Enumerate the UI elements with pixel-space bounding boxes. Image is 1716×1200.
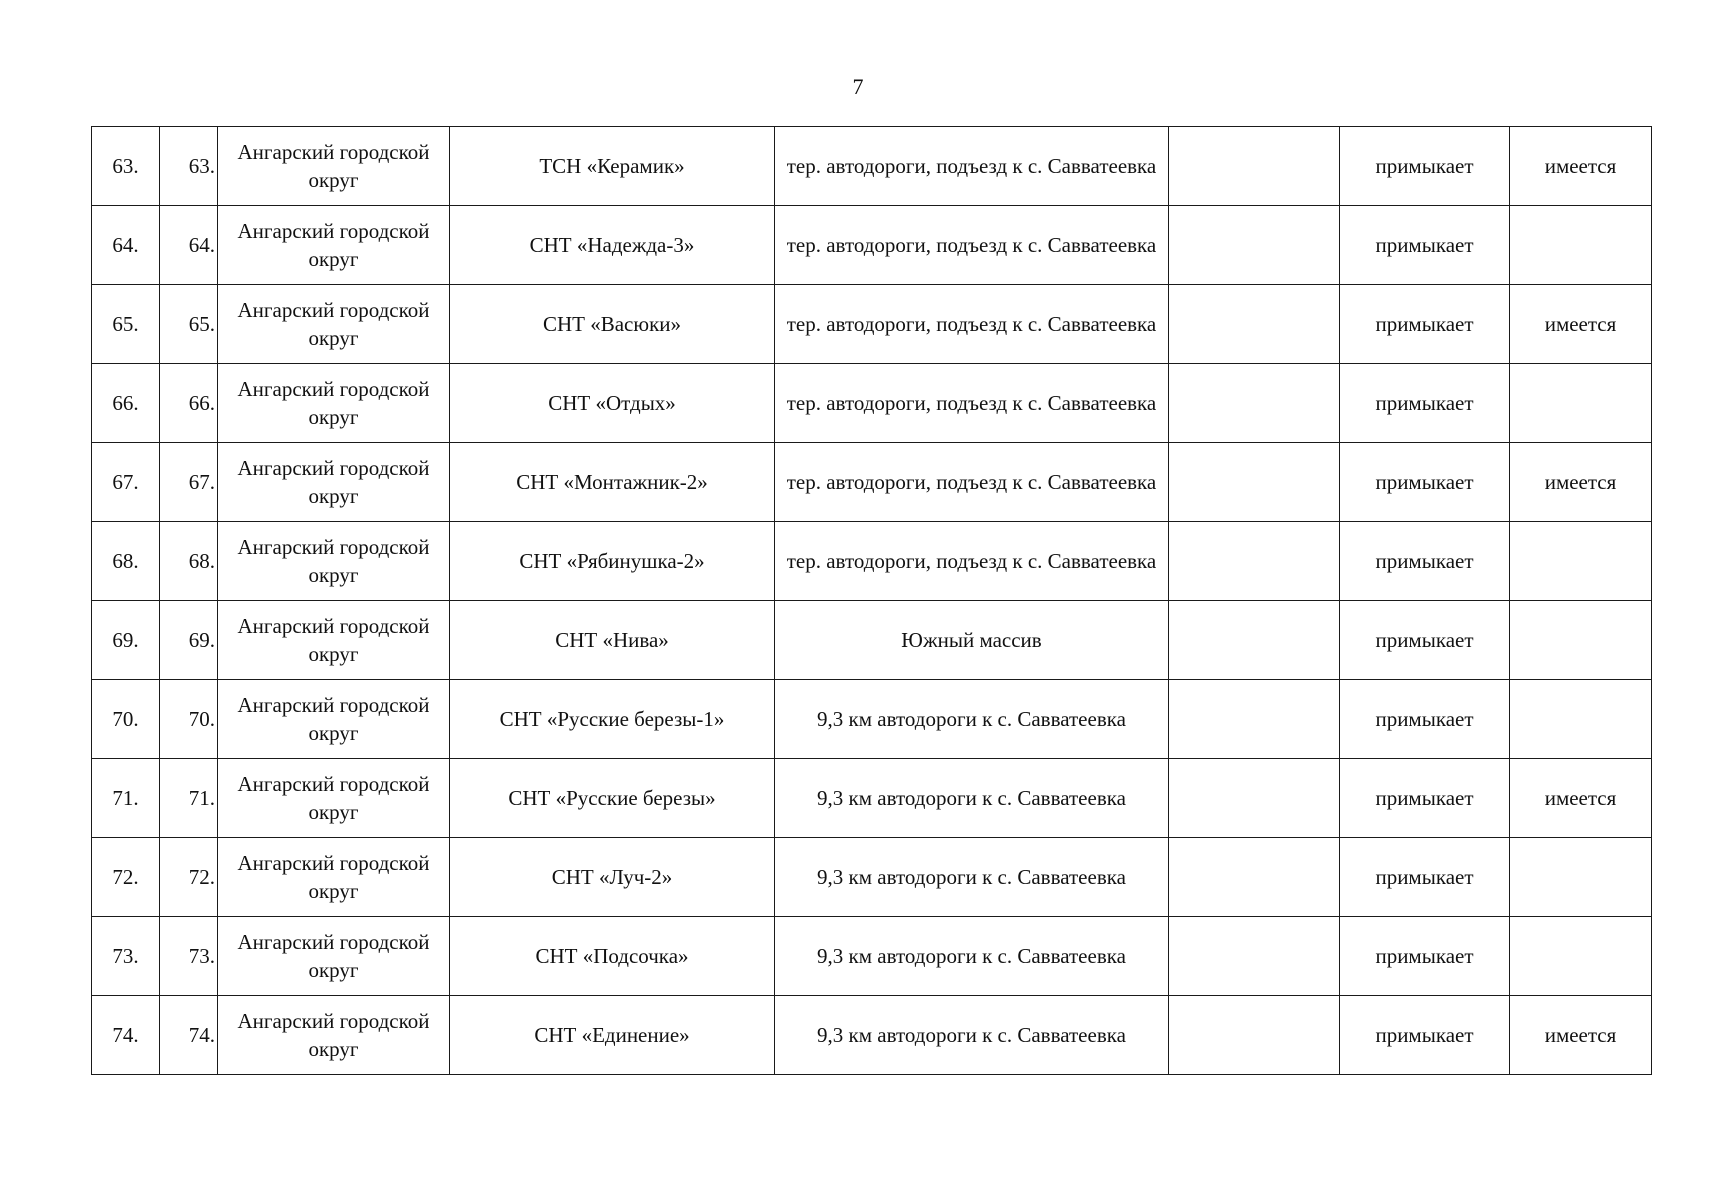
district-cell: Ангарский городской округ bbox=[218, 443, 450, 522]
district-cell: Ангарский городской округ bbox=[218, 917, 450, 996]
organization-name-cell: СНТ «Русские березы» bbox=[450, 759, 775, 838]
table-row bbox=[92, 838, 1652, 917]
district-cell: Ангарский городской округ bbox=[218, 601, 450, 680]
organization-name-cell: СНТ «Луч-2» bbox=[450, 838, 775, 917]
adjacency-cell: примыкает bbox=[1340, 364, 1510, 443]
organization-name-cell: ТСН «Керамик» bbox=[450, 127, 775, 206]
district-cell: Ангарский городской округ bbox=[218, 522, 450, 601]
settlements-table bbox=[91, 126, 1652, 1075]
registry-number-cell: 67. bbox=[160, 443, 218, 522]
district-cell: Ангарский городской округ bbox=[218, 680, 450, 759]
district-cell: Ангарский городской округ bbox=[218, 206, 450, 285]
district-cell: Ангарский городской округ bbox=[218, 759, 450, 838]
table-row bbox=[92, 127, 1652, 206]
organization-name-cell: СНТ «Русские березы-1» bbox=[450, 680, 775, 759]
status-cell: имеется bbox=[1510, 443, 1652, 522]
row-number-cell: 68. bbox=[92, 522, 160, 601]
adjacency-cell: примыкает bbox=[1340, 838, 1510, 917]
status-cell bbox=[1510, 680, 1652, 759]
location-cell: 9,3 км автодороги к с. Савватеевка bbox=[775, 680, 1169, 759]
status-cell: имеется bbox=[1510, 996, 1652, 1075]
table-row bbox=[92, 917, 1652, 996]
table-row bbox=[92, 522, 1652, 601]
location-cell: тер. автодороги, подъезд к с. Савватеевка bbox=[775, 443, 1169, 522]
adjacency-cell: примыкает bbox=[1340, 601, 1510, 680]
registry-number-cell: 68. bbox=[160, 522, 218, 601]
district-cell: Ангарский городской округ bbox=[218, 285, 450, 364]
empty-cell bbox=[1169, 996, 1340, 1075]
table-row bbox=[92, 206, 1652, 285]
status-cell: имеется bbox=[1510, 127, 1652, 206]
status-cell: имеется bbox=[1510, 759, 1652, 838]
registry-number-cell: 70. bbox=[160, 680, 218, 759]
location-cell: тер. автодороги, подъезд к с. Савватеевка bbox=[775, 127, 1169, 206]
location-cell: тер. автодороги, подъезд к с. Савватеевка bbox=[775, 364, 1169, 443]
organization-name-cell: СНТ «Надежда-3» bbox=[450, 206, 775, 285]
status-cell bbox=[1510, 601, 1652, 680]
table-row bbox=[92, 996, 1652, 1075]
location-cell: Южный массив bbox=[775, 601, 1169, 680]
location-cell: тер. автодороги, подъезд к с. Савватеевка bbox=[775, 206, 1169, 285]
district-cell: Ангарский городской округ bbox=[218, 364, 450, 443]
table-body bbox=[92, 127, 1652, 1075]
row-number-cell: 72. bbox=[92, 838, 160, 917]
location-cell: 9,3 км автодороги к с. Савватеевка bbox=[775, 917, 1169, 996]
empty-cell bbox=[1169, 127, 1340, 206]
registry-number-cell: 74. bbox=[160, 996, 218, 1075]
empty-cell bbox=[1169, 759, 1340, 838]
organization-name-cell: СНТ «Васюки» bbox=[450, 285, 775, 364]
location-cell: тер. автодороги, подъезд к с. Савватеевка bbox=[775, 522, 1169, 601]
empty-cell bbox=[1169, 443, 1340, 522]
row-number-cell: 73. bbox=[92, 917, 160, 996]
organization-name-cell: СНТ «Нива» bbox=[450, 601, 775, 680]
table-row bbox=[92, 680, 1652, 759]
district-cell: Ангарский городской округ bbox=[218, 838, 450, 917]
registry-number-cell: 72. bbox=[160, 838, 218, 917]
empty-cell bbox=[1169, 680, 1340, 759]
registry-number-cell: 63. bbox=[160, 127, 218, 206]
status-cell bbox=[1510, 838, 1652, 917]
registry-number-cell: 66. bbox=[160, 364, 218, 443]
row-number-cell: 64. bbox=[92, 206, 160, 285]
status-cell bbox=[1510, 522, 1652, 601]
status-cell: имеется bbox=[1510, 285, 1652, 364]
adjacency-cell: примыкает bbox=[1340, 285, 1510, 364]
empty-cell bbox=[1169, 917, 1340, 996]
row-number-cell: 67. bbox=[92, 443, 160, 522]
adjacency-cell: примыкает bbox=[1340, 996, 1510, 1075]
row-number-cell: 71. bbox=[92, 759, 160, 838]
adjacency-cell: примыкает bbox=[1340, 917, 1510, 996]
adjacency-cell: примыкает bbox=[1340, 206, 1510, 285]
adjacency-cell: примыкает bbox=[1340, 127, 1510, 206]
location-cell: 9,3 км автодороги к с. Савватеевка bbox=[775, 838, 1169, 917]
district-cell: Ангарский городской округ bbox=[218, 127, 450, 206]
empty-cell bbox=[1169, 838, 1340, 917]
adjacency-cell: примыкает bbox=[1340, 759, 1510, 838]
organization-name-cell: СНТ «Единение» bbox=[450, 996, 775, 1075]
registry-number-cell: 65. bbox=[160, 285, 218, 364]
empty-cell bbox=[1169, 206, 1340, 285]
district-cell: Ангарский городской округ bbox=[218, 996, 450, 1075]
table-row bbox=[92, 364, 1652, 443]
row-number-cell: 69. bbox=[92, 601, 160, 680]
page-number: 7 bbox=[852, 74, 864, 99]
row-number-cell: 66. bbox=[92, 364, 160, 443]
adjacency-cell: примыкает bbox=[1340, 522, 1510, 601]
location-cell: тер. автодороги, подъезд к с. Савватеевка bbox=[775, 285, 1169, 364]
row-number-cell: 74. bbox=[92, 996, 160, 1075]
registry-number-cell: 69. bbox=[160, 601, 218, 680]
registry-number-cell: 71. bbox=[160, 759, 218, 838]
empty-cell bbox=[1169, 601, 1340, 680]
organization-name-cell: СНТ «Рябинушка-2» bbox=[450, 522, 775, 601]
organization-name-cell: СНТ «Монтажник-2» bbox=[450, 443, 775, 522]
adjacency-cell: примыкает bbox=[1340, 680, 1510, 759]
empty-cell bbox=[1169, 285, 1340, 364]
row-number-cell: 63. bbox=[92, 127, 160, 206]
table-row bbox=[92, 285, 1652, 364]
adjacency-cell: примыкает bbox=[1340, 443, 1510, 522]
registry-number-cell: 73. bbox=[160, 917, 218, 996]
empty-cell bbox=[1169, 522, 1340, 601]
empty-cell bbox=[1169, 364, 1340, 443]
organization-name-cell: СНТ «Отдых» bbox=[450, 364, 775, 443]
table-row bbox=[92, 759, 1652, 838]
location-cell: 9,3 км автодороги к с. Савватеевка bbox=[775, 996, 1169, 1075]
status-cell bbox=[1510, 206, 1652, 285]
status-cell bbox=[1510, 917, 1652, 996]
table-row bbox=[92, 601, 1652, 680]
location-cell: 9,3 км автодороги к с. Савватеевка bbox=[775, 759, 1169, 838]
organization-name-cell: СНТ «Подсочка» bbox=[450, 917, 775, 996]
registry-number-cell: 64. bbox=[160, 206, 218, 285]
table-row bbox=[92, 443, 1652, 522]
status-cell bbox=[1510, 364, 1652, 443]
row-number-cell: 70. bbox=[92, 680, 160, 759]
row-number-cell: 65. bbox=[92, 285, 160, 364]
